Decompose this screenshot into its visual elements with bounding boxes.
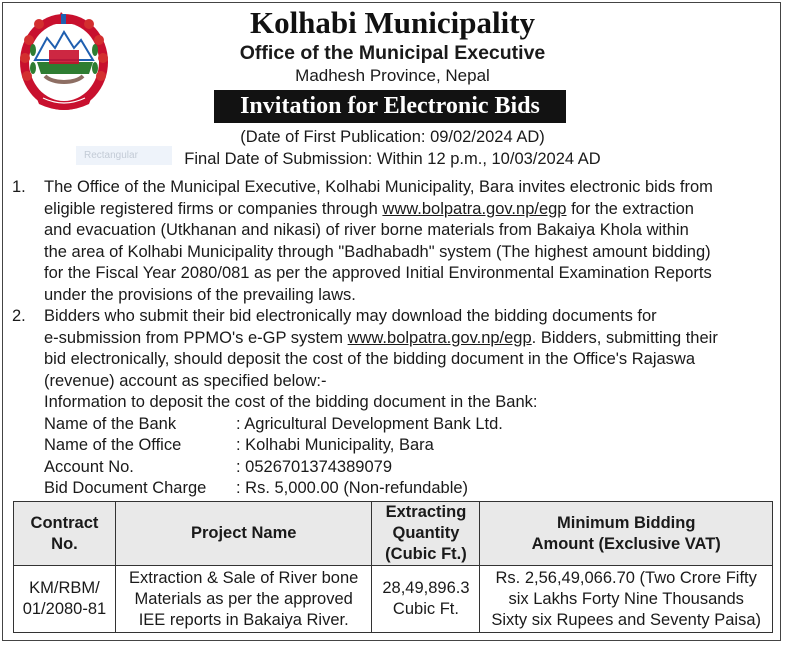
para1-number: 1. bbox=[12, 178, 26, 196]
bank-name-row bbox=[44, 414, 503, 436]
bolpatra-link[interactable]: www.bolpatra.gov.np/egp bbox=[382, 199, 567, 218]
cell-project-name: Extraction & Sale of River bone Materials as per the approved IEE reports in Bakaiya River. bbox=[115, 566, 372, 633]
charge-row bbox=[44, 478, 468, 500]
table-header-row bbox=[14, 502, 773, 566]
header-contract-no: Contract No. bbox=[14, 502, 116, 566]
header-project-name: Project Name bbox=[115, 502, 372, 566]
para1-line bbox=[44, 199, 774, 221]
final-submission-date: Final Date of Submission: Within 12 p.m., 10/03/2024 AD bbox=[184, 150, 601, 168]
para1-line2-tail: for the extraction bbox=[566, 199, 694, 218]
office-label: Name of the Office bbox=[44, 436, 182, 454]
header-minimum-bidding: Minimum Bidding Amount (Exclusive VAT) bbox=[480, 502, 773, 566]
para1-line: for the Fiscal Year 2080/081 as per the approved Initial Environmental Examination Reports bbox=[44, 264, 712, 282]
office-value: : Kolhabi Municipality, Bara bbox=[236, 436, 434, 454]
para1-line2-head: eligible registered firms or companies through bbox=[44, 199, 383, 218]
bank-info-heading: Information to deposit the cost of the bidding document in the Bank: bbox=[44, 393, 538, 411]
para1-line: the area of Kolhabi Municipality through "Badhabadh" system (The highest amount bidding) bbox=[44, 242, 711, 261]
para2-line: (revenue) account as specified below:- bbox=[44, 371, 327, 390]
egp-link[interactable]: www.bolpatra.gov.np/egp bbox=[347, 328, 532, 347]
bids-banner: Invitation for Electronic Bids bbox=[214, 90, 566, 123]
province-text: Madhesh Province, Nepal bbox=[295, 66, 490, 85]
account-value: : 0526701374389079 bbox=[236, 457, 392, 476]
charge-value: : Rs. 5,000.00 (Non-refundable) bbox=[236, 479, 469, 497]
cell-contract-no: KM/RBM/ 01/2080-81 bbox=[14, 566, 116, 633]
header-extracting-quantity: Extracting Quantity (Cubic Ft.) bbox=[372, 502, 480, 566]
bank-value: : Agricultural Development Bank Ltd. bbox=[236, 414, 503, 433]
para2-line bbox=[44, 328, 774, 350]
para2-number: 2. bbox=[12, 307, 26, 325]
cell-minimum-amount: Rs. 2,56,49,066.70 (Two Crore Fifty six Lakhs Forty Nine Thousands Sixty six Rupees and Seventy Paisa) bbox=[480, 566, 773, 633]
account-label: Account No. bbox=[44, 457, 134, 476]
first-publication-date: (Date of First Publication: 09/02/2024 AD) bbox=[240, 128, 545, 146]
municipality-title: Kolhabi Municipality bbox=[249, 5, 536, 40]
para1-line: The Office of the Municipal Executive, Kolhabi Municipality, Bara invites electronic bids from bbox=[44, 178, 713, 196]
para2-line: bid electronically, should deposit the cost of the bidding document in the Office's Rajaswa bbox=[44, 350, 696, 368]
office-title: Office of the Municipal Executive bbox=[239, 42, 546, 64]
para2-line2-head: e-submission from PPMO's e-GP system bbox=[44, 328, 348, 347]
table-row bbox=[14, 566, 773, 633]
account-row bbox=[44, 457, 392, 479]
para1-line: and evacuation (Utkhanan and nikasi) of river borne materials from Bakaiya Khola within bbox=[44, 221, 689, 239]
charge-label: Bid Document Charge bbox=[44, 479, 207, 497]
para1-line: under the provisions of the prevailing laws. bbox=[44, 285, 356, 304]
para2-line: Bidders who submit their bid electronically may download the bidding documents for bbox=[44, 307, 657, 325]
para2-line2-tail: . Bidders, submitting their bbox=[531, 328, 718, 347]
bank-label: Name of the Bank bbox=[44, 414, 177, 433]
bid-table bbox=[13, 501, 773, 633]
cell-quantity: 28,49,896.3 Cubic Ft. bbox=[372, 566, 480, 633]
ghost-overlay-label: Rectangular bbox=[76, 146, 172, 165]
office-name-row bbox=[44, 435, 434, 457]
